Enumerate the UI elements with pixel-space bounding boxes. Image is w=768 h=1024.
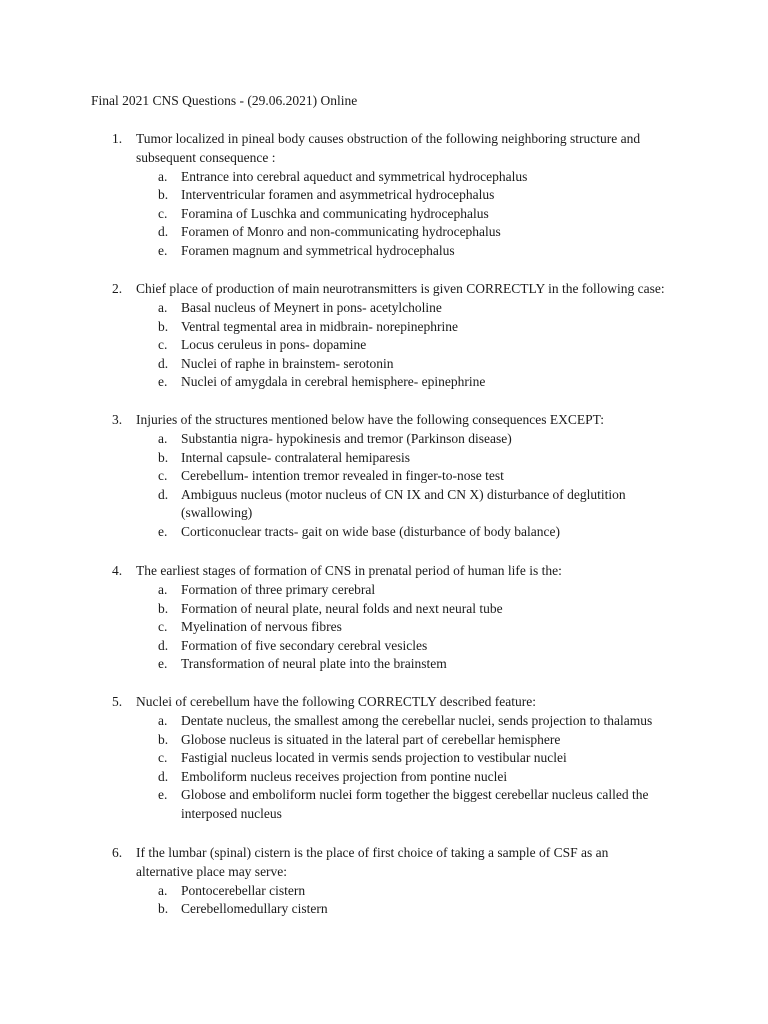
option-item <box>0 318 768 337</box>
option-item <box>0 242 768 261</box>
question-number: 1. <box>112 131 123 146</box>
option-letter: c. <box>158 337 168 353</box>
option-list <box>0 581 768 674</box>
option-item <box>0 467 768 486</box>
question-number: 3. <box>112 412 123 427</box>
option-text: Globose and emboliform nuclei form together the biggest cerebellar nucleus called the interposed nucleus <box>181 787 649 821</box>
question-number: 2. <box>112 281 123 296</box>
option-letter: e. <box>158 374 168 390</box>
option-item <box>0 355 768 374</box>
option-letter: c. <box>158 468 168 484</box>
option-item <box>0 373 768 392</box>
question-stem: The earliest stages of formation of CNS in prenatal period of human life is the: <box>136 563 562 578</box>
option-letter: a. <box>158 431 168 446</box>
option-text: Formation of five secondary cerebral vesicles <box>181 637 428 653</box>
option-item <box>0 749 768 768</box>
option-item <box>0 336 768 355</box>
option-letter: a. <box>158 882 168 898</box>
option-text: Nuclei of raphe in brainstem- serotonin <box>181 355 394 371</box>
option-letter: d. <box>158 637 169 653</box>
option-letter: b. <box>158 187 169 203</box>
option-item <box>0 430 768 449</box>
option-text: Interventricular foramen and asymmetrical hydrocephalus <box>181 187 495 203</box>
option-list <box>0 168 768 261</box>
document-title: Final 2021 CNS Questions - (29.06.2021) Online <box>91 93 358 108</box>
option-letter: a. <box>158 713 168 728</box>
option-letter: b. <box>158 901 169 917</box>
option-item <box>0 205 768 224</box>
option-text: Basal nucleus of Meynert in pons- acetylcholine <box>181 300 442 315</box>
option-item <box>0 223 768 242</box>
option-text: Ventral tegmental area in midbrain- norepinephrine <box>181 318 459 334</box>
option-letter: e. <box>158 656 168 672</box>
question-number: 5. <box>112 694 123 709</box>
option-item <box>0 768 768 787</box>
option-text: Locus ceruleus in pons- dopamine <box>181 337 367 353</box>
option-text: Transformation of neural plate into the brainstem <box>181 656 447 672</box>
option-text: Emboliform nucleus receives projection from pontine nuclei <box>181 768 508 784</box>
option-letter: b. <box>158 731 169 747</box>
question-number: 6. <box>112 845 123 860</box>
question-stem: If the lumbar (spinal) cistern is the place of first choice of taking a sample of CSF as an alternative place may serve: <box>136 845 609 879</box>
option-text: Foramina of Luschka and communicating hydrocephalus <box>181 205 489 221</box>
question-number: 4. <box>112 563 123 578</box>
option-item <box>0 882 768 901</box>
option-text: Internal capsule- contralateral hemiparesis <box>181 449 411 465</box>
option-text: Substantia nigra- hypokinesis and tremor (Parkinson disease) <box>181 431 512 446</box>
option-item <box>0 655 768 674</box>
option-text: Formation of neural plate, neural folds and next neural tube <box>181 600 503 616</box>
option-letter: b. <box>158 318 169 334</box>
option-item <box>0 486 768 523</box>
option-letter: c. <box>158 750 168 766</box>
option-letter: e. <box>158 523 168 539</box>
option-letter: a. <box>158 300 168 315</box>
option-text: Cerebellum- intention tremor revealed in finger-to-nose test <box>181 468 504 484</box>
option-text: Globose nucleus is situated in the lateral part of cerebellar hemisphere <box>181 731 561 747</box>
option-letter: c. <box>158 619 168 635</box>
option-text: Formation of three primary cerebral <box>181 582 376 597</box>
option-item <box>0 712 768 731</box>
option-text: Ambiguus nucleus (motor nucleus of CN IX and CN X) disturbance of deglutition (swallowing) <box>181 486 626 521</box>
option-letter: b. <box>158 449 169 465</box>
option-letter: c. <box>158 205 168 221</box>
option-letter: d. <box>158 768 169 784</box>
option-list <box>0 882 768 919</box>
option-item <box>0 186 768 205</box>
option-text: Cerebellomedullary cistern <box>181 901 328 917</box>
option-item <box>0 168 768 187</box>
option-text: Foramen magnum and symmetrical hydrocephalus <box>181 242 455 258</box>
option-text: Foramen of Monro and non-communicating hydrocephalus <box>181 224 501 240</box>
option-item <box>0 900 768 919</box>
option-letter: d. <box>158 486 169 502</box>
option-letter: b. <box>158 600 169 616</box>
option-letter: a. <box>158 168 168 184</box>
option-text: Pontocerebellar cistern <box>181 882 306 898</box>
option-item <box>0 299 768 318</box>
option-letter: e. <box>158 242 168 258</box>
option-list <box>0 712 768 824</box>
option-letter: d. <box>158 355 169 371</box>
option-letter: e. <box>158 787 168 803</box>
option-text: Entrance into cerebral aqueduct and symmetrical hydrocephalus <box>181 168 528 184</box>
option-item <box>0 786 768 823</box>
question-stem: Chief place of production of main neurotransmitters is given CORRECTLY in the following case: <box>136 281 665 296</box>
option-item <box>0 581 768 600</box>
option-letter: d. <box>158 224 169 240</box>
option-item <box>0 637 768 656</box>
option-letter: a. <box>158 582 168 597</box>
option-item <box>0 523 768 542</box>
option-text: Fastigial nucleus located in vermis sends projection to vestibular nuclei <box>181 750 567 766</box>
option-text: Dentate nucleus, the smallest among the cerebellar nuclei, sends projection to thalamus <box>181 713 653 728</box>
option-text: Myelination of nervous fibres <box>181 619 342 635</box>
option-list <box>0 430 768 542</box>
option-item <box>0 731 768 750</box>
option-text: Corticonuclear tracts- gait on wide base (disturbance of body balance) <box>181 523 560 539</box>
option-item <box>0 449 768 468</box>
option-item <box>0 618 768 637</box>
question-stem: Tumor localized in pineal body causes obstruction of the following neighboring structure and subsequent consequence : <box>136 131 641 165</box>
option-item <box>0 600 768 619</box>
question-stem: Injuries of the structures mentioned below have the following consequences EXCEPT: <box>136 412 604 427</box>
option-text: Nuclei of amygdala in cerebral hemisphere- epinephrine <box>181 374 486 390</box>
question-stem: Nuclei of cerebellum have the following CORRECTLY described feature: <box>136 694 537 709</box>
option-list <box>0 299 768 392</box>
